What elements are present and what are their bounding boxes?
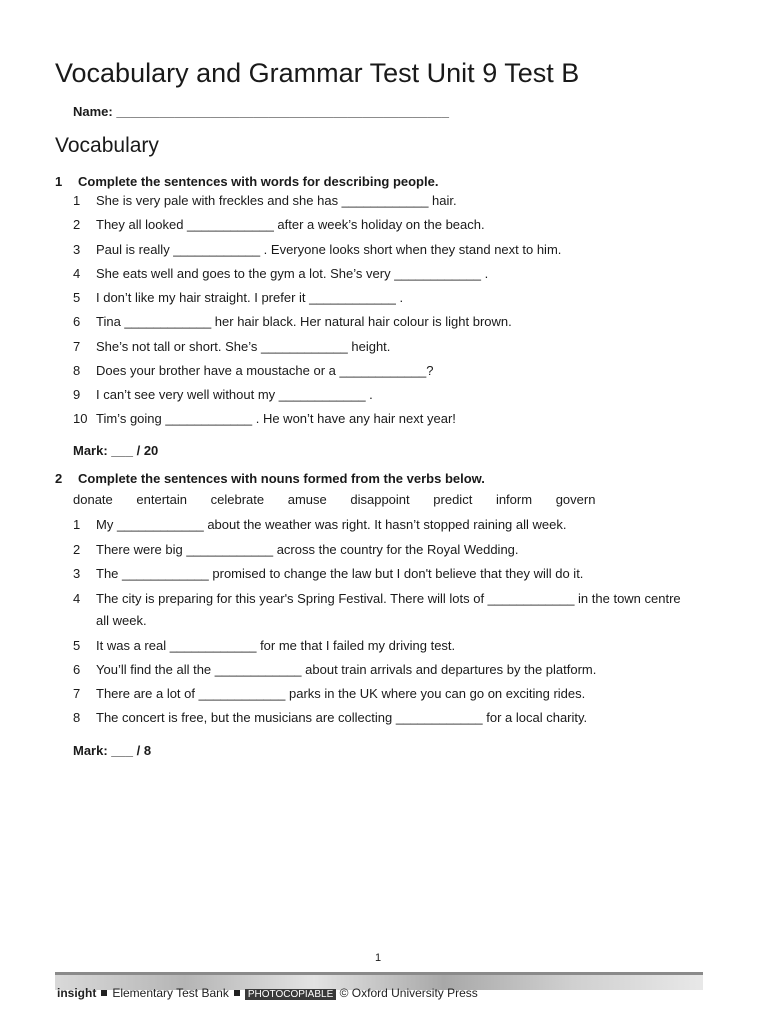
item-text: Paul is really ____________ . Everyone looks short when they stand next to him. bbox=[96, 242, 562, 257]
item-text: My ____________ about the weather was right. It hasn’t stopped raining all week. bbox=[96, 517, 567, 532]
item-text: Tina ____________ her hair black. Her natural hair colour is light brown. bbox=[96, 314, 512, 329]
list-item bbox=[73, 710, 587, 726]
list-item bbox=[73, 363, 434, 379]
list-item bbox=[73, 566, 583, 582]
word-bank-item: govern bbox=[555, 492, 596, 507]
item-number: 4 bbox=[73, 591, 81, 606]
name-label: Name: bbox=[73, 104, 113, 119]
question-instruction: Complete the sentences with nouns formed from the verbs below. bbox=[78, 471, 485, 486]
item-number: 6 bbox=[73, 662, 81, 677]
item-text: The ____________ promised to change the law but I don't believe that they will do it. bbox=[96, 566, 584, 581]
list-item bbox=[73, 314, 512, 330]
list-item bbox=[73, 387, 373, 403]
square-bullet-icon bbox=[101, 990, 107, 996]
item-text: You’ll find the all the ____________ about train arrivals and departures by the platform. bbox=[96, 662, 597, 677]
word-bank-item: disappoint bbox=[350, 492, 410, 507]
list-item bbox=[73, 686, 585, 702]
item-text: There are a lot of ____________ parks in the UK where you can go on exciting rides. bbox=[96, 686, 586, 701]
item-number: 5 bbox=[73, 638, 81, 653]
question-number: 2 bbox=[55, 471, 63, 486]
page-title: Vocabulary and Grammar Test Unit 9 Test B bbox=[55, 58, 580, 88]
square-bullet-icon bbox=[234, 990, 240, 996]
mark-q2: Mark: ___ / 8 bbox=[73, 743, 152, 758]
item-number: 2 bbox=[73, 542, 81, 557]
section-heading: Vocabulary bbox=[55, 134, 159, 157]
list-item bbox=[73, 517, 566, 533]
list-item bbox=[73, 411, 456, 427]
item-number: 1 bbox=[73, 517, 81, 532]
name-field bbox=[73, 104, 449, 119]
item-number: 8 bbox=[73, 363, 81, 378]
word-bank-item: celebrate bbox=[210, 492, 265, 507]
item-number: 3 bbox=[73, 242, 81, 257]
word-bank-item: inform bbox=[495, 492, 533, 507]
item-number: 6 bbox=[73, 314, 81, 329]
item-number: 8 bbox=[73, 710, 81, 725]
page-number: 1 bbox=[375, 952, 382, 964]
word-bank-item: entertain bbox=[136, 492, 187, 507]
item-text: The concert is free, but the musicians are collecting ____________ for a local charity. bbox=[96, 710, 588, 725]
item-text: Tim’s going ____________ . He won’t have any hair next year! bbox=[96, 411, 456, 426]
footer-publisher: © Oxford University Press bbox=[339, 986, 478, 1000]
question-2-heading bbox=[55, 471, 485, 486]
item-text: She is very pale with freckles and she has ____________ hair. bbox=[96, 193, 457, 208]
list-item bbox=[73, 542, 519, 558]
item-number: 3 bbox=[73, 566, 81, 581]
mark-q1: Mark: ___ / 20 bbox=[73, 443, 159, 458]
list-item bbox=[73, 290, 403, 306]
list-item bbox=[73, 339, 390, 355]
item-text: Does your brother have a moustache or a ____________? bbox=[96, 363, 434, 378]
item-text: I don’t like my hair straight. I prefer it ____________ . bbox=[96, 290, 404, 305]
question-number: 1 bbox=[55, 174, 63, 189]
word-bank bbox=[73, 492, 615, 507]
item-number: 2 bbox=[73, 217, 81, 232]
item-number: 7 bbox=[73, 339, 81, 354]
item-text: It was a real ____________ for me that I failed my driving test. bbox=[96, 638, 456, 653]
list-item bbox=[73, 217, 485, 233]
item-number: 7 bbox=[73, 686, 81, 701]
item-number: 10 bbox=[73, 411, 88, 426]
item-text: The city is preparing for this year's Spring Festival. There will lots of ____________ in the town centre all week. bbox=[96, 591, 681, 628]
question-1-heading bbox=[55, 174, 438, 189]
item-text: She’s not tall or short. She’s ____________ height. bbox=[96, 339, 391, 354]
list-item bbox=[73, 588, 693, 632]
question-instruction: Complete the sentences with words for describing people. bbox=[78, 174, 439, 189]
list-item bbox=[73, 193, 457, 209]
footer-book: Elementary Test Bank bbox=[112, 986, 229, 1000]
word-bank-item: amuse bbox=[287, 492, 327, 507]
name-blank: ______________________________________________ bbox=[116, 104, 449, 119]
footer-brand: insight bbox=[57, 986, 97, 1000]
word-bank-item: predict bbox=[433, 492, 473, 507]
list-item bbox=[73, 242, 561, 258]
list-item bbox=[73, 662, 596, 678]
item-text: She eats well and goes to the gym a lot. She’s very ____________ . bbox=[96, 266, 489, 281]
list-item bbox=[73, 266, 488, 282]
footer bbox=[57, 986, 478, 1000]
item-text: They all looked ____________ after a week’s holiday on the beach. bbox=[96, 217, 485, 232]
item-number: 4 bbox=[73, 266, 81, 281]
list-item bbox=[73, 638, 455, 654]
word-bank-item: donate bbox=[73, 492, 113, 507]
item-number: 1 bbox=[73, 193, 81, 208]
item-text: I can’t see very well without my ____________ . bbox=[96, 387, 373, 402]
item-number: 5 bbox=[73, 290, 81, 305]
item-text: There were big ____________ across the country for the Royal Wedding. bbox=[96, 542, 519, 557]
item-number: 9 bbox=[73, 387, 81, 402]
photocopiable-badge: PHOTOCOPIABLE bbox=[245, 989, 336, 1000]
